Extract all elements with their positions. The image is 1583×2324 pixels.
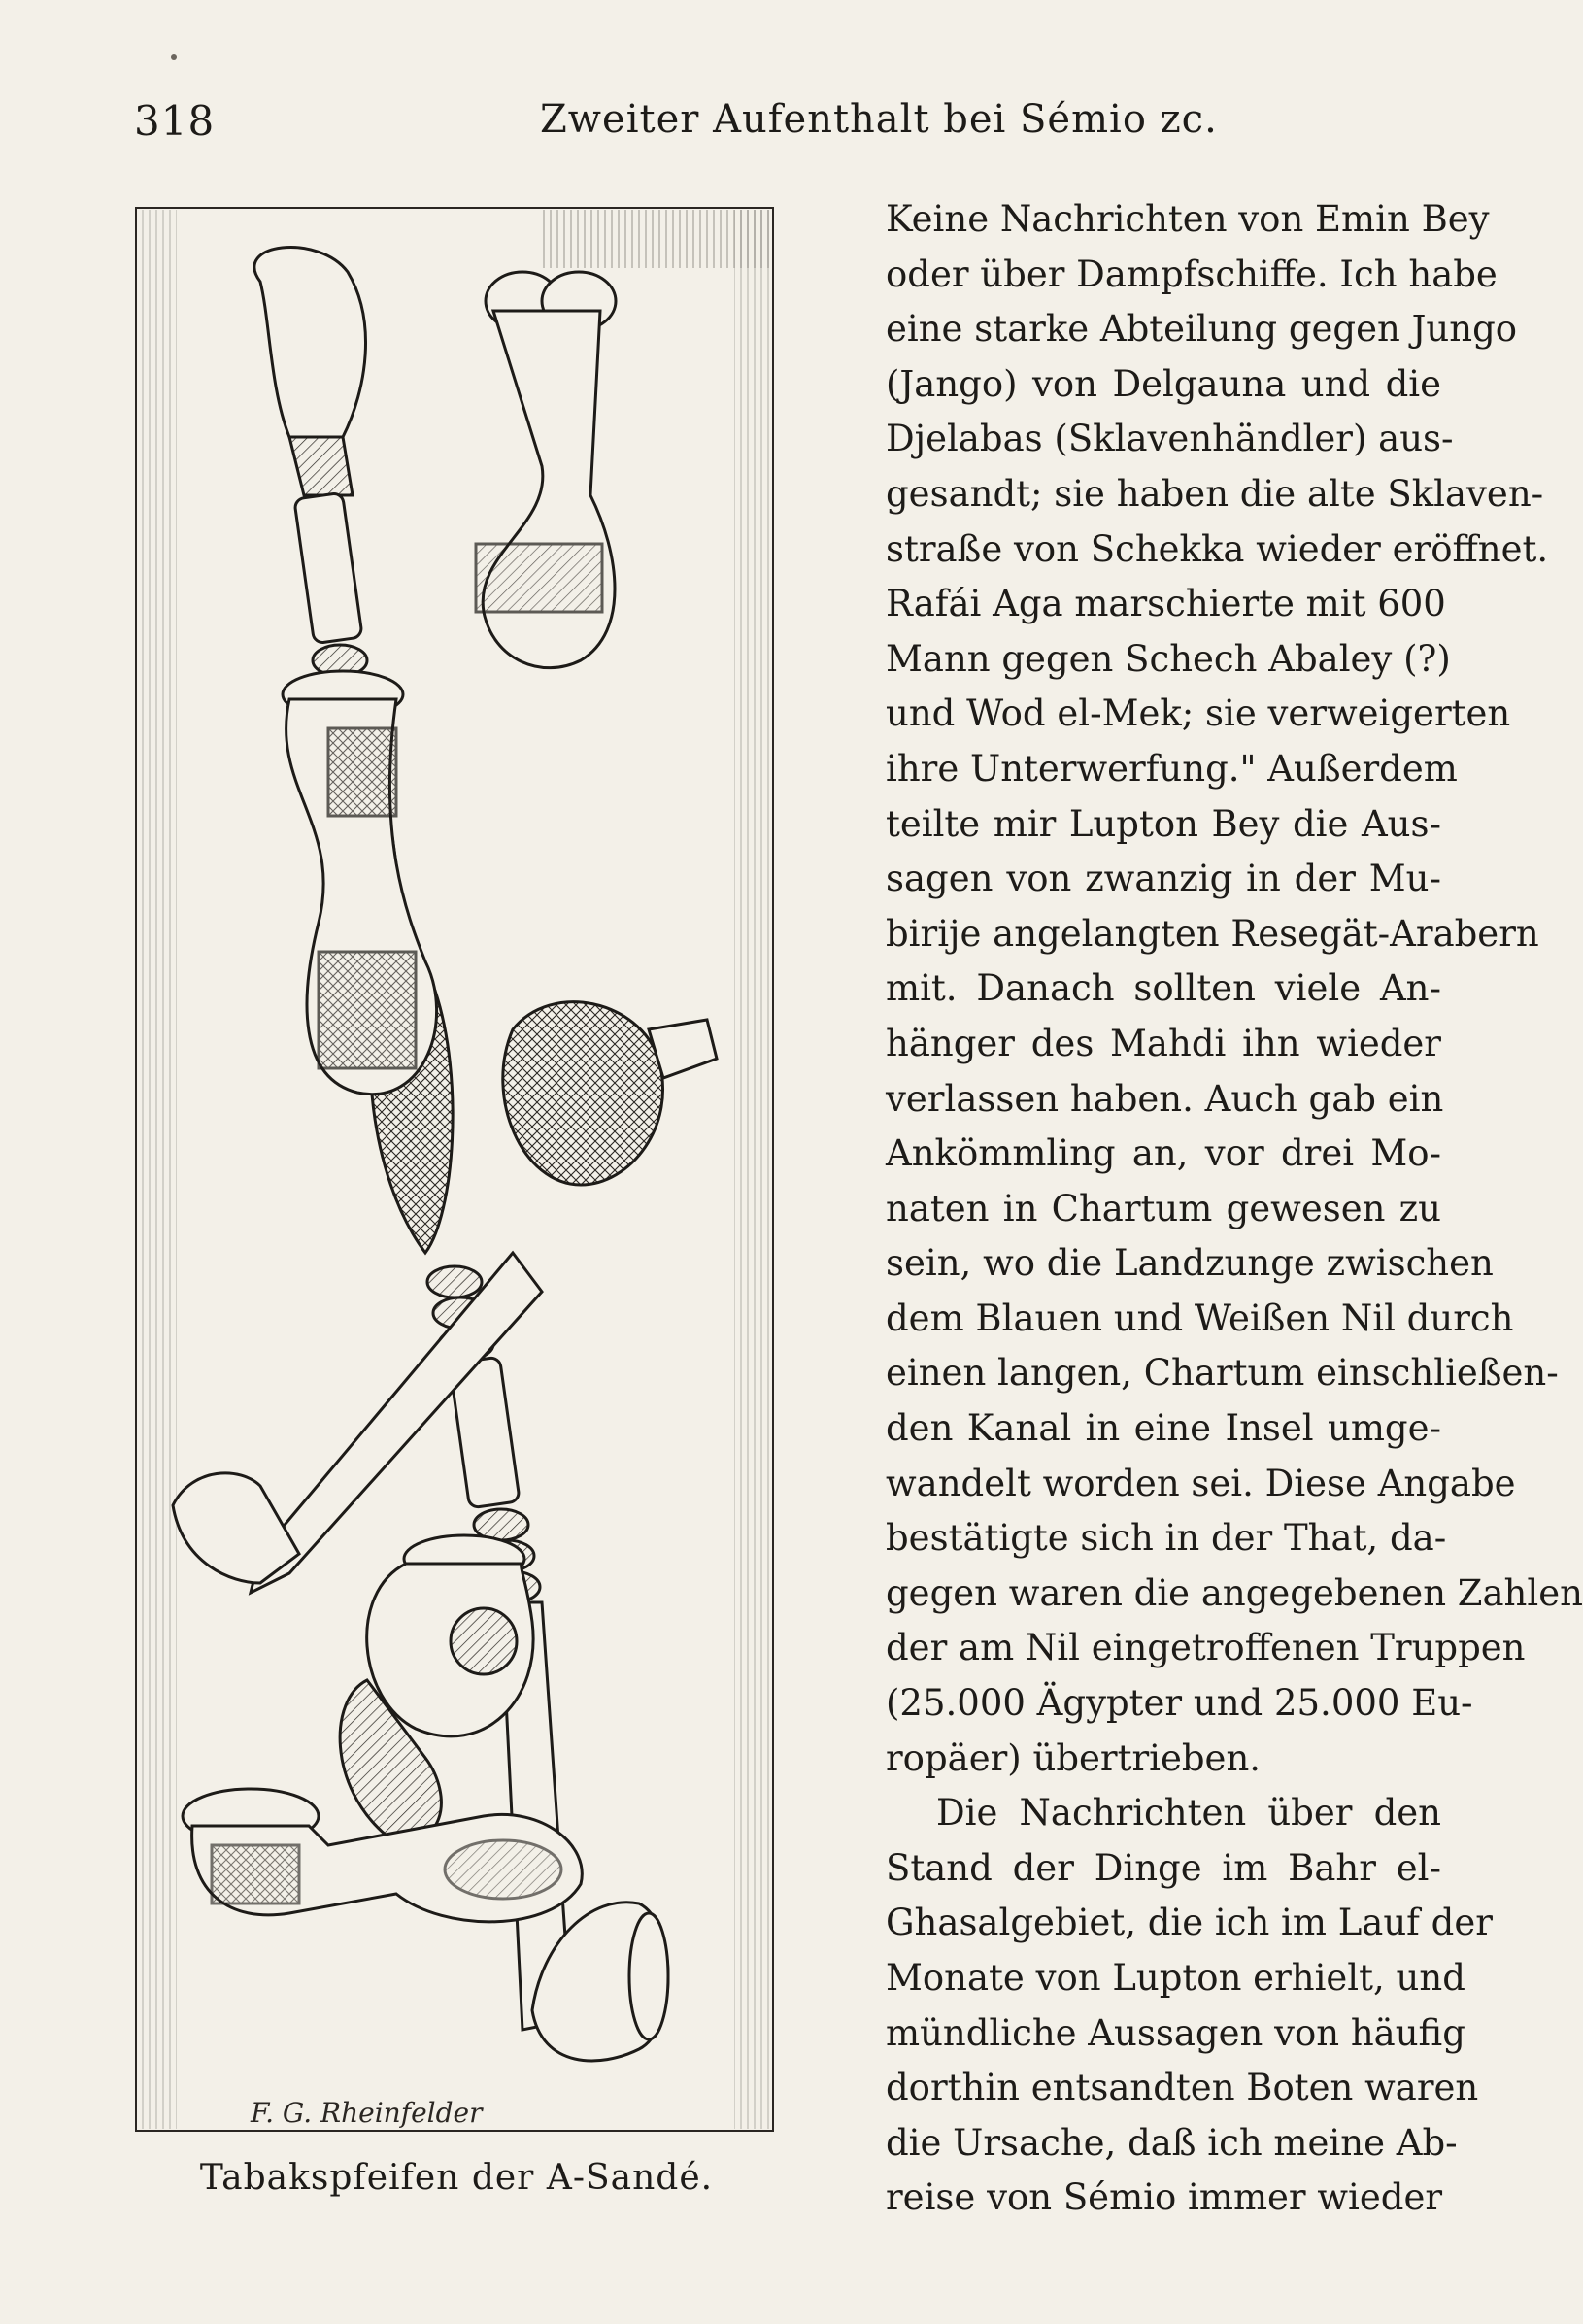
text-line: verlassen haben. Auch gab ein [886,1077,1444,1120]
text-line: eine starke Abteilung gegen Jungo [886,308,1518,351]
text-line: Keine Nachrichten von Emin Bey [886,198,1490,240]
text-line: den Kanal in eine Insel umge- [886,1407,1441,1450]
vase-pipe [283,671,437,1095]
double-bowl-pipe [476,272,616,668]
body-text [886,192,1583,2226]
face-bowl-pipe [340,1535,533,1839]
text-line: mit. Danach sollten viele An- [886,967,1441,1010]
text-line: Ghasalgebiet, die ich im Lauf der [886,1902,1493,1944]
paragraph-1 [886,192,1583,1786]
page-speck [171,54,177,60]
text-line: Mann gegen Schech Abaley (?) [886,637,1451,680]
text-line: einen langen, Chartum einschließen- [886,1352,1559,1395]
round-bowl-pipe [503,1002,717,1185]
text-line: naten in Chartum gewesen zu [886,1187,1441,1229]
text-line: dorthin entsandten Boten waren [886,2067,1479,2109]
running-title: Zweiter Aufenthalt bei Sémio zc. [540,97,1218,142]
text-line: wandelt worden sei. Diese Angabe [886,1462,1516,1504]
artist-signature: F. G. Rheinfelder [251,2097,483,2129]
text-line: Djelabas (Sklavenhändler) aus- [886,418,1454,460]
text-line: oder über Dampfschiffe. Ich habe [886,253,1498,295]
text-line: (25.000 Ägypter und 25.000 Eu- [886,1682,1473,1725]
text-line: dem Blauen und Weißen Nil durch [886,1297,1514,1339]
paragraph-2 [886,1786,1493,2226]
frame-hatching-right [734,210,771,2129]
text-line: gesandt; sie haben die alte Sklaven- [886,472,1544,515]
text-line: hänger des Mahdi ihn wieder [886,1022,1441,1064]
pipes-illustration [134,204,775,2137]
text-line: die Ursache, daß ich meine Ab- [886,2121,1458,2164]
text-line: und Wod el-Mek; sie verweigerten [886,692,1511,735]
figure-caption: Tabakspfeifen der A-Sandé. [199,2158,714,2198]
text-line: gegen waren die angegebenen Zahlen [886,1571,1583,1614]
text-line: Stand der Dinge im Bahr el- [886,1846,1441,1889]
text-line: ropäer) übertrieben. [886,1736,1262,1779]
text-line: reise von Sémio immer wieder [886,2176,1443,2219]
text-line: Rafái Aga marschierte mit 600 [886,583,1446,625]
text-line: bestätigte sich in der That, da- [886,1517,1447,1560]
text-line: (Jango) von Delgauna und die [886,362,1441,405]
text-line: Ankömmling an, vor drei Mo- [886,1132,1441,1175]
text-line: teilte mir Lupton Bey die Aus- [886,802,1441,845]
text-line: birije angelangten Resegät-Arabern [886,912,1539,955]
frame-hatching-left [138,210,177,2129]
page-number: 318 [134,97,216,145]
text-line: ihre Unterwerfung." Außerdem [886,747,1458,790]
text-line: Monate von Lupton erhielt, und [886,1957,1465,1999]
text-line: mündliche Aussagen von häufig [886,2011,1465,2054]
text-line: sagen von zwanzig in der Mu- [886,858,1441,900]
text-line: Die Nachrichten über den [936,1792,1441,1835]
text-line: sein, wo die Landzunge zwischen [886,1242,1494,1285]
frame-hatching-top [542,210,771,268]
text-line: straße von Schekka wieder eröffnet. [886,527,1549,570]
text-line: der am Nil eingetroffenen Truppen [886,1627,1526,1669]
